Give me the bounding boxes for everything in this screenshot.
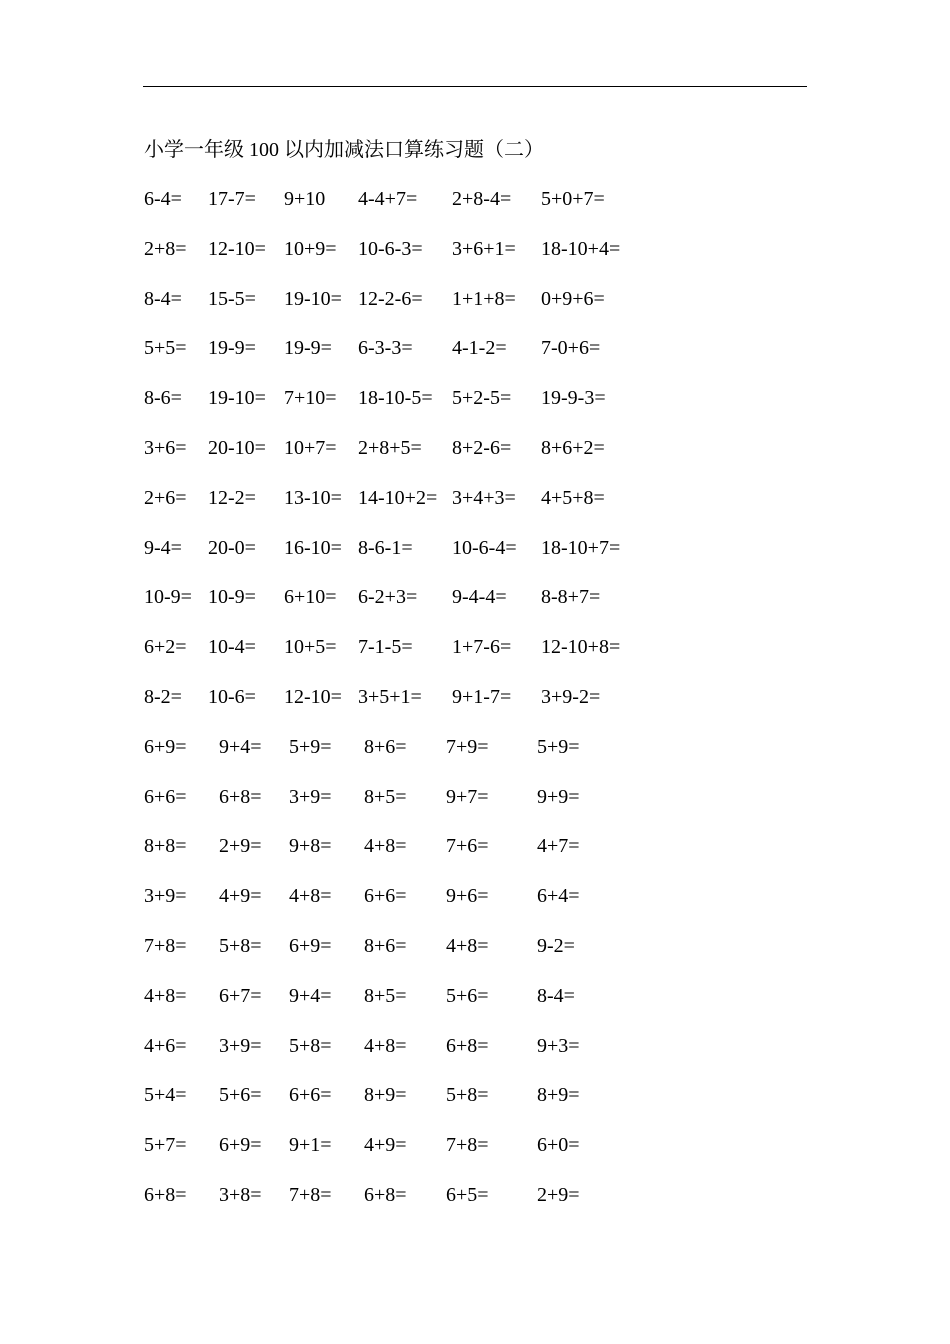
exercise-item: 18-10+7= [541,537,621,559]
exercise-item: 8+6+2= [541,437,605,459]
exercise-item: 6+8= [219,786,262,808]
exercise-item: 7-1-5= [358,636,413,658]
exercise-item: 19-9= [284,337,332,359]
exercise-item: 3+6+1= [452,238,516,260]
exercise-item: 4+7= [537,835,580,857]
exercise-item: 4+8= [289,885,332,907]
exercise-item: 9+3= [537,1035,580,1057]
exercise-item: 5+4= [144,1084,187,1106]
header-rule [143,86,807,87]
exercise-item: 5+6= [219,1084,262,1106]
exercise-item: 5+8= [289,1035,332,1057]
exercise-item: 4+9= [219,885,262,907]
exercise-item: 8+9= [364,1084,407,1106]
exercise-item: 3+9= [219,1035,262,1057]
exercise-item: 8+5= [364,985,407,1007]
exercise-item: 3+5+1= [358,686,422,708]
exercise-row [0,484,950,512]
exercise-item: 4-4+7= [358,188,418,210]
exercise-item: 10-4= [208,636,256,658]
exercise-item: 10+9= [284,238,337,260]
exercise-item: 9+1= [289,1134,332,1156]
exercise-item: 6+6= [364,885,407,907]
exercise-item: 8-4= [537,985,575,1007]
exercise-item: 16-10= [284,537,342,559]
exercise-item: 6+8= [144,1184,187,1206]
exercise-item: 8-6= [144,387,182,409]
exercise-item: 6+9= [289,935,332,957]
exercise-item: 2+8-4= [452,188,512,210]
exercise-row [0,583,950,611]
exercise-item: 19-9-3= [541,387,606,409]
exercise-item: 9+10 [284,188,326,210]
exercise-item: 6+7= [219,985,262,1007]
exercise-item: 6+5= [446,1184,489,1206]
exercise-item: 9+8= [289,835,332,857]
exercise-item: 13-10= [284,487,342,509]
exercise-item: 8-6-1= [358,537,413,559]
exercise-item: 8+6= [364,736,407,758]
exercise-item: 10-9= [208,586,256,608]
exercise-item: 8-8+7= [541,586,601,608]
exercise-row [0,633,950,661]
exercise-item: 2+8+5= [358,437,422,459]
exercise-item: 6+9= [219,1134,262,1156]
exercise-item: 2+9= [537,1184,580,1206]
exercise-item: 8-4= [144,288,182,310]
exercise-row [0,982,950,1010]
exercise-item: 5+8= [446,1084,489,1106]
exercise-item: 9+4= [219,736,262,758]
exercise-item: 4-1-2= [452,337,507,359]
exercise-item: 8+6= [364,935,407,957]
exercise-row [0,534,950,562]
exercise-item: 5+9= [289,736,332,758]
exercise-item: 5+9= [537,736,580,758]
exercise-item: 6+6= [289,1084,332,1106]
exercise-item: 9+4= [289,985,332,1007]
exercise-row [0,384,950,412]
exercise-item: 6-3-3= [358,337,413,359]
exercise-item: 6+0= [537,1134,580,1156]
exercise-row [0,1131,950,1159]
exercise-item: 5+2-5= [452,387,512,409]
exercise-item: 12-2-6= [358,288,423,310]
exercise-item: 7+8= [289,1184,332,1206]
exercise-row [0,1032,950,1060]
exercise-row [0,185,950,213]
exercise-item: 5+7= [144,1134,187,1156]
exercise-item: 19-9= [208,337,256,359]
exercise-item: 9-2= [537,935,575,957]
exercise-item: 14-10+2= [358,487,438,509]
exercise-item: 6+4= [537,885,580,907]
exercise-item: 12-10= [208,238,266,260]
exercise-item: 0+9+6= [541,288,605,310]
exercise-item: 6+10= [284,586,337,608]
exercise-item: 8+9= [537,1084,580,1106]
exercise-row [0,285,950,313]
exercise-item: 10-6= [208,686,256,708]
exercise-item: 4+8= [446,935,489,957]
exercise-row [0,434,950,462]
exercise-item: 5+6= [446,985,489,1007]
exercise-item: 4+5+8= [541,487,605,509]
exercise-item: 12-2= [208,487,256,509]
exercise-item: 6+8= [364,1184,407,1206]
exercise-item: 10-9= [144,586,192,608]
exercise-item: 10+5= [284,636,337,658]
exercise-item: 3+6= [144,437,187,459]
exercise-item: 7+8= [446,1134,489,1156]
exercise-item: 9-4= [144,537,182,559]
exercise-row [0,334,950,362]
exercise-item: 6+6= [144,786,187,808]
exercise-item: 8-2= [144,686,182,708]
exercise-item: 20-10= [208,437,266,459]
exercise-item: 9+9= [537,786,580,808]
exercise-item: 6+9= [144,736,187,758]
exercise-item: 6+2= [144,636,187,658]
exercise-item: 8+5= [364,786,407,808]
exercise-row [0,1181,950,1209]
exercise-item: 1+7-6= [452,636,512,658]
exercise-item: 2+9= [219,835,262,857]
exercise-item: 5+8= [219,935,262,957]
exercise-item: 3+9= [289,786,332,808]
exercise-item: 1+1+8= [452,288,516,310]
exercise-item: 5+0+7= [541,188,605,210]
exercise-row [0,932,950,960]
exercise-item: 15-5= [208,288,256,310]
exercise-item: 9+1-7= [452,686,512,708]
exercise-item: 3+9= [144,885,187,907]
exercise-row [0,235,950,263]
exercise-item: 10-6-3= [358,238,423,260]
exercise-item: 3+9-2= [541,686,601,708]
exercise-item: 9+6= [446,885,489,907]
exercise-row [0,733,950,761]
exercise-item: 18-10-5= [358,387,433,409]
exercise-item: 5+5= [144,337,187,359]
exercise-row [0,1081,950,1109]
exercise-item: 19-10= [208,387,266,409]
exercise-item: 4+6= [144,1035,187,1057]
exercise-item: 12-10= [284,686,342,708]
exercise-item: 7+8= [144,935,187,957]
page-title: 小学一年级 100 以内加减法口算练习题（二） [144,139,544,161]
exercise-item: 4+8= [364,835,407,857]
exercise-item: 7+6= [446,835,489,857]
exercise-item: 9-4-4= [452,586,507,608]
exercise-row [0,683,950,711]
exercise-item: 10-6-4= [452,537,517,559]
exercise-item: 4+9= [364,1134,407,1156]
exercise-item: 3+4+3= [452,487,516,509]
exercise-row [0,783,950,811]
exercise-item: 7+10= [284,387,337,409]
exercise-item: 10+7= [284,437,337,459]
exercise-item: 18-10+4= [541,238,621,260]
exercise-item: 20-0= [208,537,256,559]
exercise-item: 4+8= [364,1035,407,1057]
exercise-item: 6+8= [446,1035,489,1057]
exercise-item: 8+8= [144,835,187,857]
exercise-item: 8+2-6= [452,437,512,459]
exercise-row [0,882,950,910]
exercise-item: 6-2+3= [358,586,418,608]
exercise-item: 2+8= [144,238,187,260]
exercise-item: 3+8= [219,1184,262,1206]
exercise-item: 7+9= [446,736,489,758]
exercise-item: 17-7= [208,188,256,210]
exercise-item: 7-0+6= [541,337,601,359]
exercise-item: 4+8= [144,985,187,1007]
exercise-item: 9+7= [446,786,489,808]
exercise-item: 6-4= [144,188,182,210]
exercise-item: 12-10+8= [541,636,621,658]
exercise-row [0,832,950,860]
exercise-item: 19-10= [284,288,342,310]
exercise-item: 2+6= [144,487,187,509]
